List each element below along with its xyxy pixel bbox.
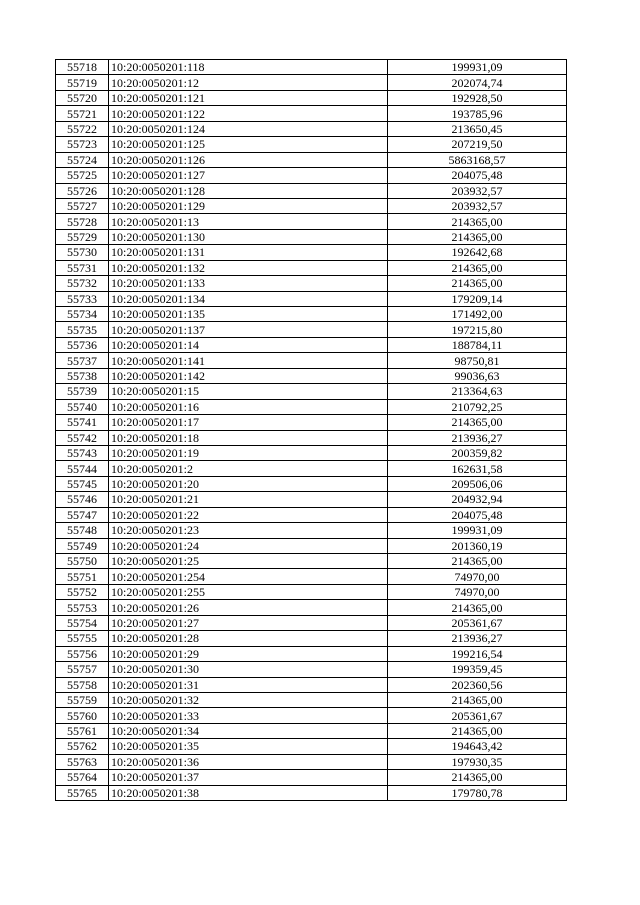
cadastral-number: 10:20:0050201:131 <box>109 245 388 260</box>
cadastral-value: 214365,00 <box>388 260 567 275</box>
table-row <box>56 785 567 800</box>
table-row <box>56 476 567 491</box>
cadastral-value: 207219,50 <box>388 137 567 152</box>
table-row <box>56 507 567 522</box>
cadastral-number: 10:20:0050201:25 <box>109 554 388 569</box>
cadastral-value: 203932,57 <box>388 183 567 198</box>
cadastral-number: 10:20:0050201:254 <box>109 569 388 584</box>
row-number: 55734 <box>56 307 109 322</box>
cadastral-value: 209506,06 <box>388 476 567 491</box>
table-row <box>56 75 567 90</box>
cadastral-value: 199931,09 <box>388 523 567 538</box>
row-number: 55753 <box>56 600 109 615</box>
cadastral-number: 10:20:0050201:33 <box>109 708 388 723</box>
row-number: 55739 <box>56 384 109 399</box>
table-row <box>56 198 567 213</box>
table-row <box>56 723 567 738</box>
cadastral-number: 10:20:0050201:141 <box>109 353 388 368</box>
cadastral-number: 10:20:0050201:35 <box>109 739 388 754</box>
row-number: 55730 <box>56 245 109 260</box>
cadastral-value: 74970,00 <box>388 584 567 599</box>
row-number: 55765 <box>56 785 109 800</box>
row-number: 55754 <box>56 615 109 630</box>
table-row <box>56 245 567 260</box>
table-row <box>56 229 567 244</box>
cadastral-value: 213936,27 <box>388 430 567 445</box>
row-number: 55762 <box>56 739 109 754</box>
cadastral-number: 10:20:0050201:26 <box>109 600 388 615</box>
cadastral-value: 199931,09 <box>388 60 567 75</box>
table-row <box>56 754 567 769</box>
cadastral-number: 10:20:0050201:38 <box>109 785 388 800</box>
row-number: 55729 <box>56 229 109 244</box>
table-row <box>56 569 567 584</box>
row-number: 55741 <box>56 415 109 430</box>
cadastral-value: 194643,42 <box>388 739 567 754</box>
row-number: 55743 <box>56 445 109 460</box>
table-row <box>56 631 567 646</box>
cadastral-value: 210792,25 <box>388 399 567 414</box>
cadastral-number: 10:20:0050201:125 <box>109 137 388 152</box>
table-row <box>56 276 567 291</box>
table-row <box>56 384 567 399</box>
table-row <box>56 307 567 322</box>
cadastral-value: 205361,67 <box>388 708 567 723</box>
cadastral-number: 10:20:0050201:121 <box>109 90 388 105</box>
cadastral-number: 10:20:0050201:30 <box>109 662 388 677</box>
cadastral-value: 5863168,57 <box>388 152 567 167</box>
row-number: 55720 <box>56 90 109 105</box>
cadastral-value: 214365,00 <box>388 723 567 738</box>
row-number: 55740 <box>56 399 109 414</box>
row-number: 55759 <box>56 692 109 707</box>
cadastral-number: 10:20:0050201:22 <box>109 507 388 522</box>
row-number: 55742 <box>56 430 109 445</box>
row-number: 55763 <box>56 754 109 769</box>
cadastral-number: 10:20:0050201:18 <box>109 430 388 445</box>
cadastral-number: 10:20:0050201:124 <box>109 121 388 136</box>
cadastral-value: 213364,63 <box>388 384 567 399</box>
cadastral-value: 214365,00 <box>388 415 567 430</box>
row-number: 55755 <box>56 631 109 646</box>
cadastral-value: 214365,00 <box>388 692 567 707</box>
cadastral-value: 204075,48 <box>388 168 567 183</box>
row-number: 55733 <box>56 291 109 306</box>
table-row <box>56 183 567 198</box>
cadastral-value: 179209,14 <box>388 291 567 306</box>
row-number: 55748 <box>56 523 109 538</box>
cadastral-number: 10:20:0050201:17 <box>109 415 388 430</box>
table-row <box>56 708 567 723</box>
table-row <box>56 600 567 615</box>
cadastral-value: 205361,67 <box>388 615 567 630</box>
table-row <box>56 584 567 599</box>
table-row <box>56 399 567 414</box>
cadastral-number: 10:20:0050201:137 <box>109 322 388 337</box>
cadastral-number: 10:20:0050201:129 <box>109 198 388 213</box>
row-number: 55722 <box>56 121 109 136</box>
table-row <box>56 337 567 352</box>
cadastral-value: 214365,00 <box>388 600 567 615</box>
table-row <box>56 121 567 136</box>
cadastral-number: 10:20:0050201:122 <box>109 106 388 121</box>
table-row <box>56 137 567 152</box>
table-row <box>56 445 567 460</box>
cadastral-number: 10:20:0050201:132 <box>109 260 388 275</box>
cadastral-number: 10:20:0050201:142 <box>109 368 388 383</box>
row-number: 55761 <box>56 723 109 738</box>
row-number: 55721 <box>56 106 109 121</box>
cadastral-value: 192642,68 <box>388 245 567 260</box>
table-row <box>56 615 567 630</box>
cadastral-value: 204932,94 <box>388 492 567 507</box>
table-row <box>56 646 567 661</box>
table-row <box>56 430 567 445</box>
cadastral-number: 10:20:0050201:13 <box>109 214 388 229</box>
cadastral-number: 10:20:0050201:14 <box>109 337 388 352</box>
cadastral-value: 199359,45 <box>388 662 567 677</box>
cadastral-value: 98750,81 <box>388 353 567 368</box>
row-number: 55727 <box>56 198 109 213</box>
table-row <box>56 554 567 569</box>
cadastral-value: 193785,96 <box>388 106 567 121</box>
cadastral-number: 10:20:0050201:24 <box>109 538 388 553</box>
cadastral-number: 10:20:0050201:19 <box>109 445 388 460</box>
cadastral-number: 10:20:0050201:126 <box>109 152 388 167</box>
table-row <box>56 770 567 785</box>
cadastral-number: 10:20:0050201:28 <box>109 631 388 646</box>
row-number: 55737 <box>56 353 109 368</box>
row-number: 55735 <box>56 322 109 337</box>
cadastral-value: 74970,00 <box>388 569 567 584</box>
cadastral-value: 197930,35 <box>388 754 567 769</box>
cadastral-number: 10:20:0050201:15 <box>109 384 388 399</box>
row-number: 55756 <box>56 646 109 661</box>
cadastral-number: 10:20:0050201:12 <box>109 75 388 90</box>
cadastral-value: 214365,00 <box>388 214 567 229</box>
cadastral-value: 213936,27 <box>388 631 567 646</box>
cadastral-number: 10:20:0050201:23 <box>109 523 388 538</box>
cadastral-number: 10:20:0050201:130 <box>109 229 388 244</box>
table-row <box>56 461 567 476</box>
row-number: 55726 <box>56 183 109 198</box>
cadastral-number: 10:20:0050201:21 <box>109 492 388 507</box>
row-number: 55728 <box>56 214 109 229</box>
table-row <box>56 523 567 538</box>
cadastral-number: 10:20:0050201:20 <box>109 476 388 491</box>
row-number: 55758 <box>56 677 109 692</box>
table-row <box>56 322 567 337</box>
table-row <box>56 677 567 692</box>
row-number: 55718 <box>56 60 109 75</box>
cadastral-number: 10:20:0050201:29 <box>109 646 388 661</box>
cadastral-number: 10:20:0050201:32 <box>109 692 388 707</box>
row-number: 55719 <box>56 75 109 90</box>
cadastral-value: 179780,78 <box>388 785 567 800</box>
row-number: 55760 <box>56 708 109 723</box>
cadastral-number: 10:20:0050201:127 <box>109 168 388 183</box>
row-number: 55736 <box>56 337 109 352</box>
table-row <box>56 368 567 383</box>
cadastral-number: 10:20:0050201:128 <box>109 183 388 198</box>
cadastral-value: 203932,57 <box>388 198 567 213</box>
row-number: 55745 <box>56 476 109 491</box>
cadastral-value: 202360,56 <box>388 677 567 692</box>
table-row <box>56 260 567 275</box>
table-row <box>56 60 567 75</box>
cadastral-value: 188784,11 <box>388 337 567 352</box>
cadastral-value: 214365,00 <box>388 770 567 785</box>
cadastral-value: 202074,74 <box>388 75 567 90</box>
table-row <box>56 353 567 368</box>
row-number: 55744 <box>56 461 109 476</box>
table-row <box>56 662 567 677</box>
cadastral-number: 10:20:0050201:27 <box>109 615 388 630</box>
table-row <box>56 538 567 553</box>
cadastral-value: 192928,50 <box>388 90 567 105</box>
row-number: 55750 <box>56 554 109 569</box>
table-row <box>56 106 567 121</box>
cadastral-value: 162631,58 <box>388 461 567 476</box>
table-row <box>56 492 567 507</box>
row-number: 55746 <box>56 492 109 507</box>
cadastral-number: 10:20:0050201:135 <box>109 307 388 322</box>
row-number: 55732 <box>56 276 109 291</box>
cadastral-value: 214365,00 <box>388 276 567 291</box>
cadastral-number: 10:20:0050201:36 <box>109 754 388 769</box>
cadastral-value: 200359,82 <box>388 445 567 460</box>
row-number: 55731 <box>56 260 109 275</box>
cadastral-value: 214365,00 <box>388 229 567 244</box>
cadastral-number: 10:20:0050201:37 <box>109 770 388 785</box>
cadastral-number: 10:20:0050201:133 <box>109 276 388 291</box>
cadastral-value: 204075,48 <box>388 507 567 522</box>
cadastral-number: 10:20:0050201:31 <box>109 677 388 692</box>
cadastral-number: 10:20:0050201:255 <box>109 584 388 599</box>
cadastral-number: 10:20:0050201:118 <box>109 60 388 75</box>
cadastral-value: 99036,63 <box>388 368 567 383</box>
table-body <box>56 60 567 801</box>
cadastral-value: 199216,54 <box>388 646 567 661</box>
row-number: 55724 <box>56 152 109 167</box>
table-row <box>56 90 567 105</box>
cadastral-value: 201360,19 <box>388 538 567 553</box>
row-number: 55747 <box>56 507 109 522</box>
row-number: 55764 <box>56 770 109 785</box>
cadastral-value: 213650,45 <box>388 121 567 136</box>
table-row <box>56 214 567 229</box>
data-table <box>55 59 567 801</box>
cadastral-number: 10:20:0050201:16 <box>109 399 388 414</box>
table-row <box>56 415 567 430</box>
cadastral-number: 10:20:0050201:2 <box>109 461 388 476</box>
row-number: 55725 <box>56 168 109 183</box>
row-number: 55723 <box>56 137 109 152</box>
cadastral-value: 171492,00 <box>388 307 567 322</box>
cadastral-number: 10:20:0050201:34 <box>109 723 388 738</box>
table-row <box>56 739 567 754</box>
row-number: 55752 <box>56 584 109 599</box>
cadastral-value: 197215,80 <box>388 322 567 337</box>
row-number: 55738 <box>56 368 109 383</box>
table-row <box>56 168 567 183</box>
table-row <box>56 692 567 707</box>
table-row <box>56 152 567 167</box>
cadastral-number: 10:20:0050201:134 <box>109 291 388 306</box>
table-row <box>56 291 567 306</box>
row-number: 55751 <box>56 569 109 584</box>
row-number: 55749 <box>56 538 109 553</box>
row-number: 55757 <box>56 662 109 677</box>
cadastral-value: 214365,00 <box>388 554 567 569</box>
